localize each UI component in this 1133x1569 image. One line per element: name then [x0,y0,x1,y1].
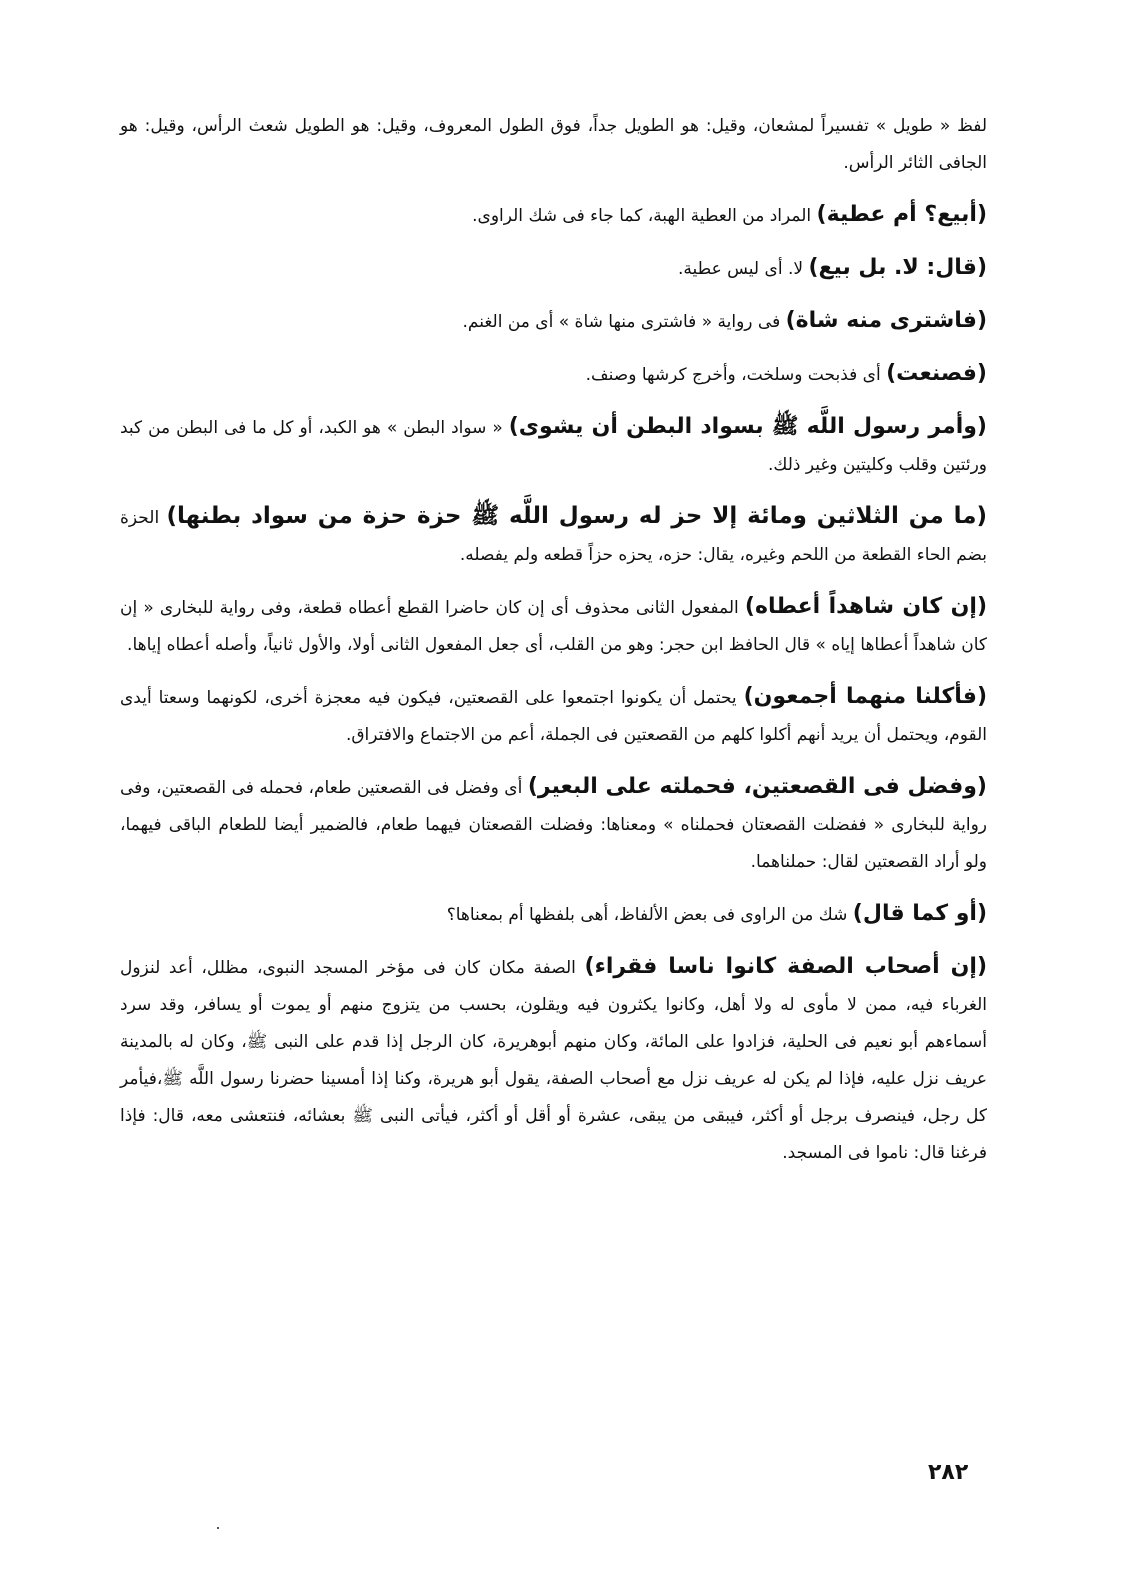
paragraph-1 [120,196,987,235]
paragraph-9 [120,768,987,881]
lemma-heading: (قال: لا. بل بيع) [808,255,987,280]
paragraph-text: المفعول الثانى محذوف أى إن كان حاضرا القطع أعطاه قطعة، وفى رواية للبخارى « إن كان شاهداً أعطاها إياه » قال الحافظ ابن حجر: وهو من القلب، أى جعل المفعول الثانى أولا، والأول ثانياً، وأصله أعطاه إياها. [120,598,987,655]
paragraph-text: فى رواية « فاشترى منها شاة » أى من الغنم. [462,312,786,332]
paragraph-5 [120,408,987,484]
lemma-heading: (أبيع؟ أم عطية) [816,202,987,227]
paragraph-text: شك من الراوى فى بعض الألفاظ، أهى بلفظها أم بمعناها؟ [446,905,853,925]
paragraph-6 [120,498,987,574]
lemma-heading: (وفضل فى القصعتين، فحملته على البعير) [527,774,987,799]
paragraph-text: المراد من العطية الهبة، كما جاء فى شك الراوى. [472,206,817,226]
lemma-heading: (إن أصحاب الصفة كانوا ناسا فقراء) [584,954,987,979]
paragraph-8 [120,678,987,754]
paragraph-text: « سواد البطن » هو الكبد، أو كل ما فى البطن من كبد ورئتين وقلب وكليتين وغير ذلك. [120,418,987,475]
paragraph-text: لا. أى ليس عطية. [677,259,809,279]
scan-speck [217,1527,219,1529]
paragraph-2 [120,249,987,288]
paragraph-text: أى فذبحت وسلخت، وأخرج كرشها وصنف. [585,365,887,385]
paragraph-7 [120,588,987,664]
paragraph-11 [120,948,987,1172]
lemma-heading: (فصنعت) [886,361,987,386]
lemma-heading: (فاشترى منه شاة) [785,308,987,333]
page-number: ٢٨٢ [928,1460,969,1485]
lemma-heading: (ما من الثلاثين ومائة إلا حز له رسول اللَّه ﷺ حزة حزة من سواد بطنها) [166,503,987,529]
paragraph-text: يحتمل أن يكونوا اجتمعوا على القصعتين، فيكون فيه معجزة أخرى، لكونهما وسعتا أيدى القوم، ويحتمل أن يريد أنهم أكلوا كلهم من القصعتين فى الجملة، أعم من الاجتماع والافتراق. [120,688,987,745]
paragraph-10 [120,895,987,934]
lemma-heading: (وأمر رسول اللَّه ﷺ بسواد البطن أن يشوى) [508,414,987,439]
lemma-heading: (إن كان شاهداً أعطاه) [744,594,987,619]
paragraph-3 [120,302,987,341]
paragraph-4 [120,355,987,394]
page-body [120,108,987,1172]
paragraph-text: الحزة بضم الحاء القطعة من اللحم وغيره، يقال: حزه، يحزه حزاً قطعه ولم يفصله. [120,508,987,565]
paragraph-0 [120,108,987,182]
lemma-heading: (فأكلنا منهما أجمعون) [743,684,987,709]
paragraph-text: لفظ « طويل » تفسيراً لمشعان، وقيل: هو الطويل جداً، فوق الطول المعروف، وقيل: هو الطويل شعث الرأس، وقيل: هو الجافى الثائر الرأس. [120,116,987,173]
paragraph-text: الصفة مكان كان فى مؤخر المسجد النبوى، مظلل، أعد لنزول الغرباء فيه، ممن لا مأوى له ولا أهل، وكانوا يكثرون فيه ويقلون، بحسب من يتزوج منهم أو يموت أو يسافر، وقد سرد أسماءهم أبو نعيم فى الحلية، فزادوا على المائة، وكان منهم أبوهريرة، كان الرجل إذا قدم على النبى ﷺ، وكان له بالمدينة عريف نزل عليه، فإذا لم يكن له عريف نزل مع أصحاب الصفة، يقول أبو هريرة، وكنا إذا أمسينا حضرنا رسول اللَّه ﷺ،فيأمر كل رجل، فينصرف برجل أو أكثر، فيبقى من يبقى، عشرة أو أقل أو أكثر، فيأتى النبى ﷺ بعشائه، فنتعشى معه، قال: فإذا فرغنا قال: ناموا فى المسجد. [120,958,987,1163]
paragraph-text: أى وفضل فى القصعتين طعام، فحمله فى القصعتين، وفى رواية للبخارى « ففضلت القصعتان فحملناه » ومعناها: وفضلت القصعتان فيهما طعام، فالضمير أيضا للطعام الباقى فيهما، ولو أراد القصعتين لقال: حملناهما. [120,778,987,872]
lemma-heading: (أو كما قال) [852,901,987,926]
